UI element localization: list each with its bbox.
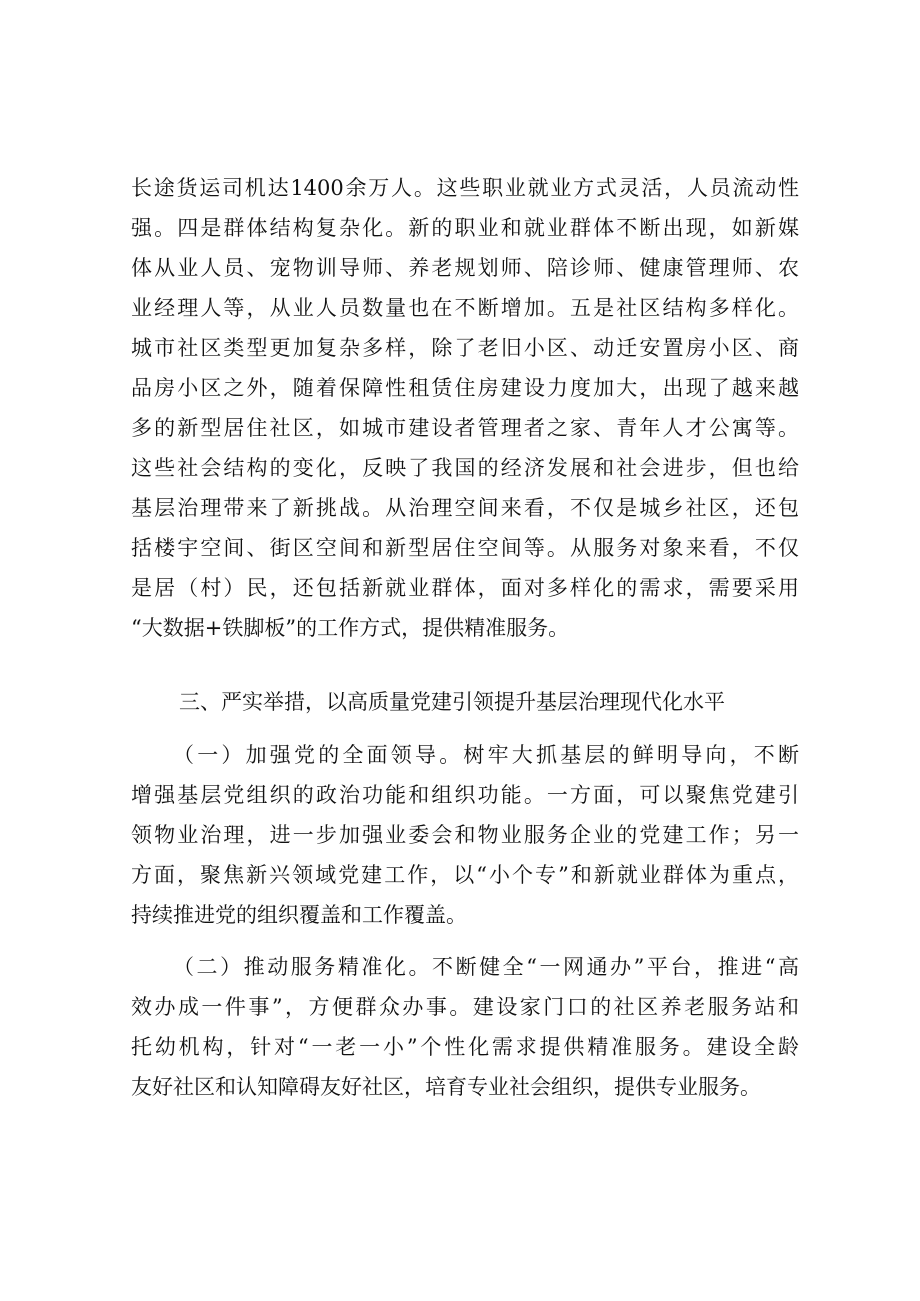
paragraph-line: 领物业治理，进一步加强业委会和物业服务企业的党建工作；另一 <box>131 823 799 847</box>
paragraph-line: 多的新型居住社区，如城市建设者管理者之家、青年人才公寓等。 <box>131 416 799 440</box>
paragraph-line: （一）加强党的全面领导。树牢大抓基层的鲜明导向，不断 <box>173 743 799 767</box>
paragraph-line: 体从业人员、宠物训导师、养老规划师、陪诊师、健康管理师、农 <box>131 256 799 280</box>
paragraph-line: 托幼机构，针对“一老一小”个性化需求提供精准服务。建设全龄 <box>131 1035 799 1059</box>
paragraph-line: 方面，聚焦新兴领域党建工作，以“小个专”和新就业群体为重点， <box>131 863 799 887</box>
paragraph-line: 增强基层党组织的政治功能和组织功能。一方面，可以聚焦党建引 <box>131 783 799 807</box>
paragraph-line: （二）推动服务精准化。不断健全“一网通办”平台，推进“高 <box>173 955 799 979</box>
paragraph-line: 城市社区类型更加复杂多样，除了老旧小区、动迁安置房小区、商 <box>131 336 799 360</box>
paragraph-line: 基层治理带来了新挑战。从治理空间来看，不仅是城乡社区，还包 <box>131 496 799 520</box>
paragraph-line: 友好社区和认知障碍友好社区，培育专业社会组织，提供专业服务。 <box>131 1075 761 1099</box>
paragraph-line: 长途货运司机达1400余万人。这些职业就业方式灵活，人员流动性 <box>131 176 799 200</box>
section-heading-block <box>131 682 799 722</box>
section-heading: 三、严实举措，以高质量党建引领提升基层治理现代化水平 <box>179 690 725 714</box>
paragraph-social-structure <box>131 168 799 648</box>
paragraph-line: “大数据+铁脚板”的工作方式，提供精准服务。 <box>131 616 570 640</box>
paragraph-line: 是居（村）民，还包括新就业群体，面对多样化的需求，需要采用 <box>131 576 799 600</box>
paragraph-line: 效办成一件事”，方便群众办事。建设家门口的社区养老服务站和 <box>131 995 799 1019</box>
paragraph-party-leadership <box>131 735 799 935</box>
paragraph-line: 这些社会结构的变化，反映了我国的经济发展和社会进步，但也给 <box>131 456 799 480</box>
paragraph-precise-services <box>131 947 799 1107</box>
paragraph-line: 括楼宇空间、街区空间和新型居住空间等。从服务对象来看，不仅 <box>131 536 799 560</box>
paragraph-line: 强。四是群体结构复杂化。新的职业和就业群体不断出现，如新媒 <box>131 216 799 240</box>
paragraph-line: 品房小区之外，随着保障性租赁住房建设力度加大，出现了越来越 <box>131 376 799 400</box>
paragraph-line: 业经理人等，从业人员数量也在不断增加。五是社区结构多样化。 <box>131 296 799 320</box>
paragraph-line: 持续推进党的组织覆盖和工作覆盖。 <box>131 903 467 927</box>
